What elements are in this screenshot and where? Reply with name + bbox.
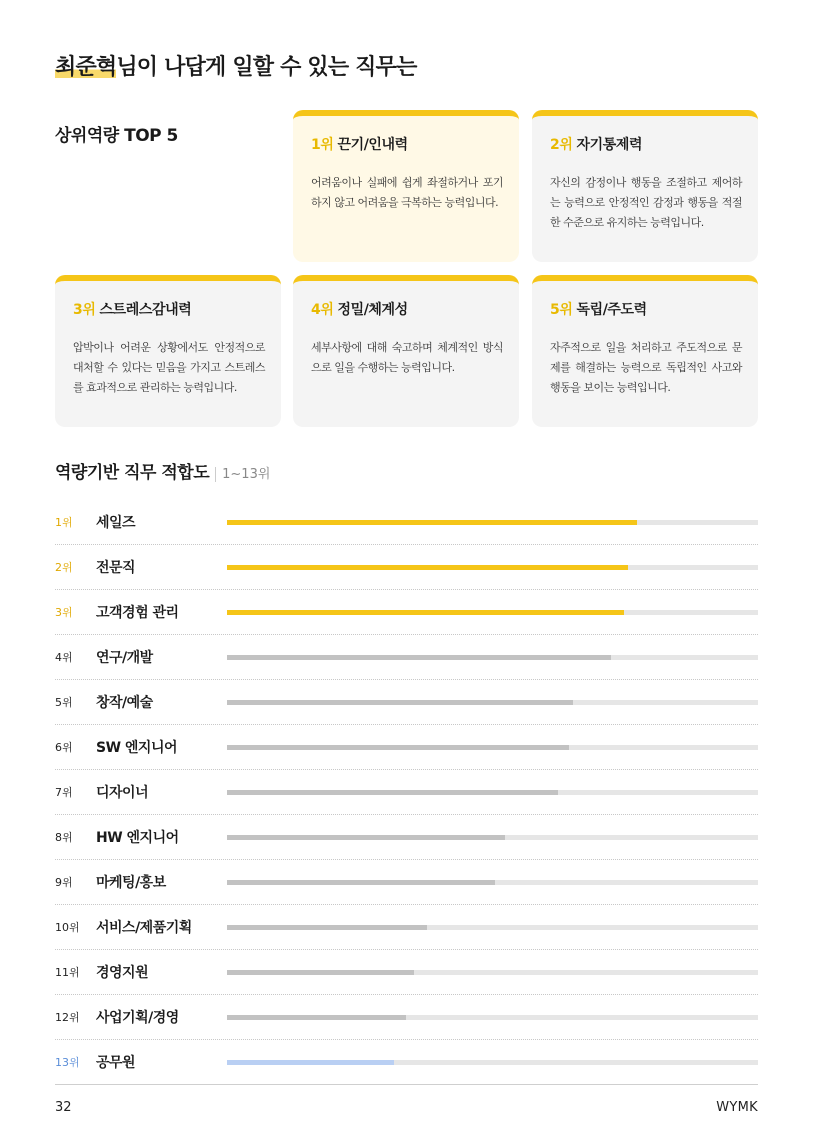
competency-name: 끈기/인내력 — [337, 137, 408, 153]
job-fit-rank: 13위 — [55, 1056, 80, 1069]
job-fit-rank: 3위 — [55, 606, 73, 619]
job-fit-name: 창작/예술 — [96, 695, 153, 711]
job-fit-title — [55, 458, 270, 483]
job-fit-bar — [227, 745, 569, 750]
job-fit-range: 1~13위 — [215, 467, 270, 482]
job-fit-row — [55, 680, 758, 725]
job-fit-bar — [227, 880, 495, 885]
job-fit-bar — [227, 925, 427, 930]
job-fit-row — [55, 500, 758, 545]
competency-card-title — [311, 134, 503, 154]
job-fit-title-text: 역량기반 직무 적합도 — [55, 463, 210, 483]
job-fit-row — [55, 635, 758, 680]
job-fit-bar — [227, 1060, 394, 1065]
job-fit-bar-track — [227, 520, 758, 525]
competency-rank: 4위 — [311, 302, 334, 318]
job-fit-bar-track — [227, 565, 758, 570]
job-fit-bar-track — [227, 1015, 758, 1020]
job-fit-rank: 10위 — [55, 921, 80, 934]
job-fit-bar-track — [227, 970, 758, 975]
job-fit-bar — [227, 790, 558, 795]
competency-desc: 세부사항에 대해 숙고하며 체계적인 방식으로 일을 수행하는 능력입니다. — [311, 341, 503, 374]
competency-name: 자기통제력 — [576, 137, 643, 153]
job-fit-bar — [227, 610, 624, 615]
job-fit-rank: 9위 — [55, 876, 73, 889]
page-title-rest: 님이 나답게 일할 수 있는 직무는 — [116, 55, 417, 80]
competency-card-4 — [293, 275, 519, 427]
job-fit-list — [55, 500, 758, 1085]
job-fit-rank: 8위 — [55, 831, 73, 844]
top-competencies-title: 상위역량 TOP 5 — [55, 126, 178, 146]
job-fit-rank: 6위 — [55, 741, 73, 754]
job-fit-bar-track — [227, 835, 758, 840]
job-fit-bar — [227, 835, 505, 840]
job-fit-rank: 11위 — [55, 966, 80, 979]
competency-desc: 자주적으로 일을 처리하고 주도적으로 문제를 해결하는 능력으로 독립적인 사고와 행동을 보이는 능력입니다. — [550, 341, 742, 394]
job-fit-bar — [227, 655, 611, 660]
job-fit-bar-track — [227, 790, 758, 795]
competency-name: 스트레스감내력 — [99, 302, 192, 318]
job-fit-row — [55, 950, 758, 995]
job-fit-name: 사업기획/경영 — [96, 1010, 179, 1026]
competency-rank: 1위 — [311, 137, 334, 153]
job-fit-name: 공무원 — [96, 1055, 136, 1071]
job-fit-bar-track — [227, 610, 758, 615]
competency-card-title — [73, 299, 265, 319]
job-fit-bar — [227, 565, 628, 570]
competency-card-2 — [532, 110, 758, 262]
job-fit-bar-track — [227, 925, 758, 930]
job-fit-name: 세일즈 — [96, 515, 136, 531]
job-fit-bar-track — [227, 1060, 758, 1065]
job-fit-rank: 5위 — [55, 696, 73, 709]
job-fit-bar-track — [227, 880, 758, 885]
job-fit-row — [55, 860, 758, 905]
competency-rank: 3위 — [73, 302, 96, 318]
job-fit-row — [55, 590, 758, 635]
job-fit-name: 마케팅/홍보 — [96, 875, 166, 891]
job-fit-name: 고객경험 관리 — [96, 605, 179, 621]
page-number: 32 — [55, 1100, 72, 1115]
brand-logo-text: WYMK — [716, 1100, 758, 1115]
competency-desc: 압박이나 어려운 상황에서도 안정적으로 대처할 수 있다는 믿음을 가지고 스트레스를 효과적으로 관리하는 능력입니다. — [73, 341, 265, 394]
job-fit-rank: 4위 — [55, 651, 73, 664]
job-fit-row — [55, 545, 758, 590]
job-fit-bar-track — [227, 700, 758, 705]
job-fit-row — [55, 1040, 758, 1085]
job-fit-name: 연구/개발 — [96, 650, 153, 666]
job-fit-rank: 12위 — [55, 1011, 80, 1024]
competency-rank: 5위 — [550, 302, 573, 318]
job-fit-row — [55, 770, 758, 815]
job-fit-rank: 1위 — [55, 516, 73, 529]
competency-card-1 — [293, 110, 519, 262]
job-fit-name: 디자이너 — [96, 785, 149, 801]
competency-name: 정밀/체계성 — [337, 302, 408, 318]
job-fit-name: 경영지원 — [96, 965, 149, 981]
job-fit-row — [55, 815, 758, 860]
job-fit-name: HW 엔지니어 — [96, 830, 179, 846]
job-fit-bar — [227, 520, 637, 525]
job-fit-rank: 7위 — [55, 786, 73, 799]
job-fit-row — [55, 905, 758, 950]
competency-desc: 어려움이나 실패에 쉽게 좌절하거나 포기하지 않고 어려움을 극복하는 능력입니다. — [311, 176, 503, 209]
competency-card-title — [550, 134, 742, 154]
job-fit-bar-track — [227, 745, 758, 750]
competency-card-5 — [532, 275, 758, 427]
job-fit-bar — [227, 1015, 406, 1020]
competency-rank: 2위 — [550, 137, 573, 153]
competency-card-title — [311, 299, 503, 319]
job-fit-name: 서비스/제품기획 — [96, 920, 192, 936]
job-fit-rank: 2위 — [55, 561, 73, 574]
competency-card-3 — [55, 275, 281, 427]
competency-desc: 자신의 감정이나 행동을 조절하고 제어하는 능력으로 안정적인 감정과 행동을 적절한 수준으로 유지하는 능력입니다. — [550, 176, 742, 229]
competency-card-title — [550, 299, 742, 319]
competency-name: 독립/주도력 — [576, 302, 647, 318]
job-fit-name: SW 엔지니어 — [96, 740, 177, 756]
person-name: 최준혁 — [55, 55, 117, 80]
job-fit-row — [55, 995, 758, 1040]
job-fit-row — [55, 725, 758, 770]
job-fit-name: 전문직 — [96, 560, 136, 576]
job-fit-bar-track — [227, 655, 758, 660]
job-fit-bar — [227, 700, 573, 705]
page-title — [55, 50, 417, 81]
job-fit-bar — [227, 970, 414, 975]
